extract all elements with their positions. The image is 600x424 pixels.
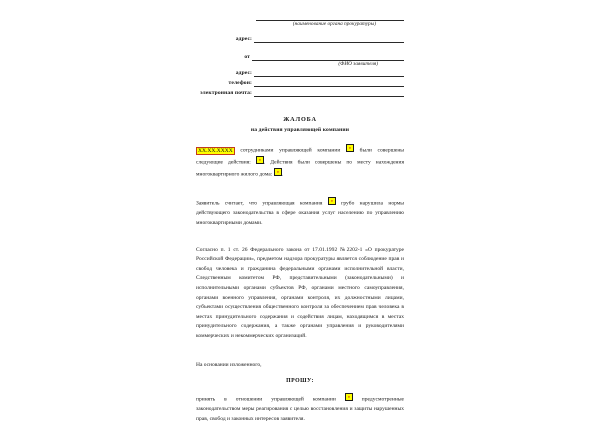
- addressee-header-block: [196, 14, 404, 97]
- paragraph-facts-text-3: . Действия были совершены по месту нахождения многоквартирного жилого дома:: [196, 159, 405, 178]
- fill-marker-icon[interactable]: [328, 197, 336, 205]
- paragraph-claim-text-2: грубо нарушила нормы действующего законодательства в сфере оказания услуг населению по управлению многоквартирными домами.: [196, 200, 404, 226]
- date-placeholder-highlight[interactable]: XX.XX.XXXX: [198, 147, 233, 154]
- applicant-email-row: [196, 90, 404, 97]
- paragraph-facts: [196, 144, 404, 180]
- applicant-name-caption: (ФИО заявителя): [338, 61, 378, 67]
- applicant-phone-blank[interactable]: [254, 80, 404, 87]
- fill-marker-icon[interactable]: [256, 156, 264, 164]
- email-label: электронная почта:: [200, 90, 252, 96]
- applicant-address-blank[interactable]: [254, 70, 404, 77]
- document-subtitle: на действия управляющей компании: [250, 127, 350, 133]
- prosecutor-name-blank[interactable]: [256, 14, 404, 21]
- fill-marker-icon[interactable]: [274, 168, 282, 176]
- applicant-address-label: адрес:: [235, 70, 252, 76]
- paragraph-legal-basis: Согласно п. 1 ст. 26 Федерального закона от 17.01.1992 №2202-1 «О прокуратуре Российской Федерации», предметом надзора прокуратуры является соблюдение прав и свобод человека и гражданина федеральными органами исполнительной власти, Следственным комитетом РФ, представительными (законодательными) и исполнительными органами субъектов РФ, органами местного самоуправления, органами военного управления, органами контроля, их должностными лицами, субъектами осуществления общественного контроля за обеспечением прав человека в местах принудительного содержания и содействия лицам, находящимся в местах принудительного содержания, а также органами управления и руководителями коммерческих и некоммерческих организаций.: [196, 246, 404, 339]
- from-label: от: [244, 54, 250, 60]
- prosecutor-address-blank[interactable]: [254, 36, 404, 43]
- phone-label: телефон:: [228, 80, 252, 86]
- document-body: [196, 144, 404, 424]
- prosecutor-address-row: [196, 36, 404, 43]
- applicant-from-row: [196, 54, 404, 61]
- document-title: ЖАЛОБА: [283, 116, 317, 123]
- basis-statement: На основании изложенного,: [196, 361, 262, 368]
- paragraph-request-text-2: предусмотренные законодательством меры реагирования с целью восстановления и защиты нарушенных прав, свобод и законных интересов заявителя.: [196, 396, 404, 422]
- paragraph-request: [196, 393, 404, 424]
- applicant-name-blank[interactable]: [252, 54, 404, 61]
- paragraph-request-text-1: принять в отношении управляющей компании: [196, 396, 345, 403]
- paragraph-claim: [196, 197, 404, 228]
- fill-marker-icon[interactable]: [346, 144, 354, 152]
- paragraph-claim-text-1: Заявитель считает, что управляющая компания: [196, 200, 328, 207]
- request-heading: ПРОШУ:: [286, 378, 314, 385]
- applicant-email-blank[interactable]: [254, 90, 404, 97]
- prosecutor-address-label: адрес:: [235, 36, 252, 42]
- prosecutor-name-row: [196, 14, 404, 21]
- prosecutor-name-caption: (наименование органа прокуратуры): [292, 21, 376, 27]
- paragraph-facts-text-4: .: [281, 171, 284, 178]
- paragraph-facts-text-2: были совершены следующие действия:: [196, 147, 404, 166]
- applicant-phone-row: [196, 80, 404, 87]
- applicant-address-row: [196, 70, 404, 77]
- paragraph-facts-text-1: сотрудниками управляющей компании: [234, 147, 346, 154]
